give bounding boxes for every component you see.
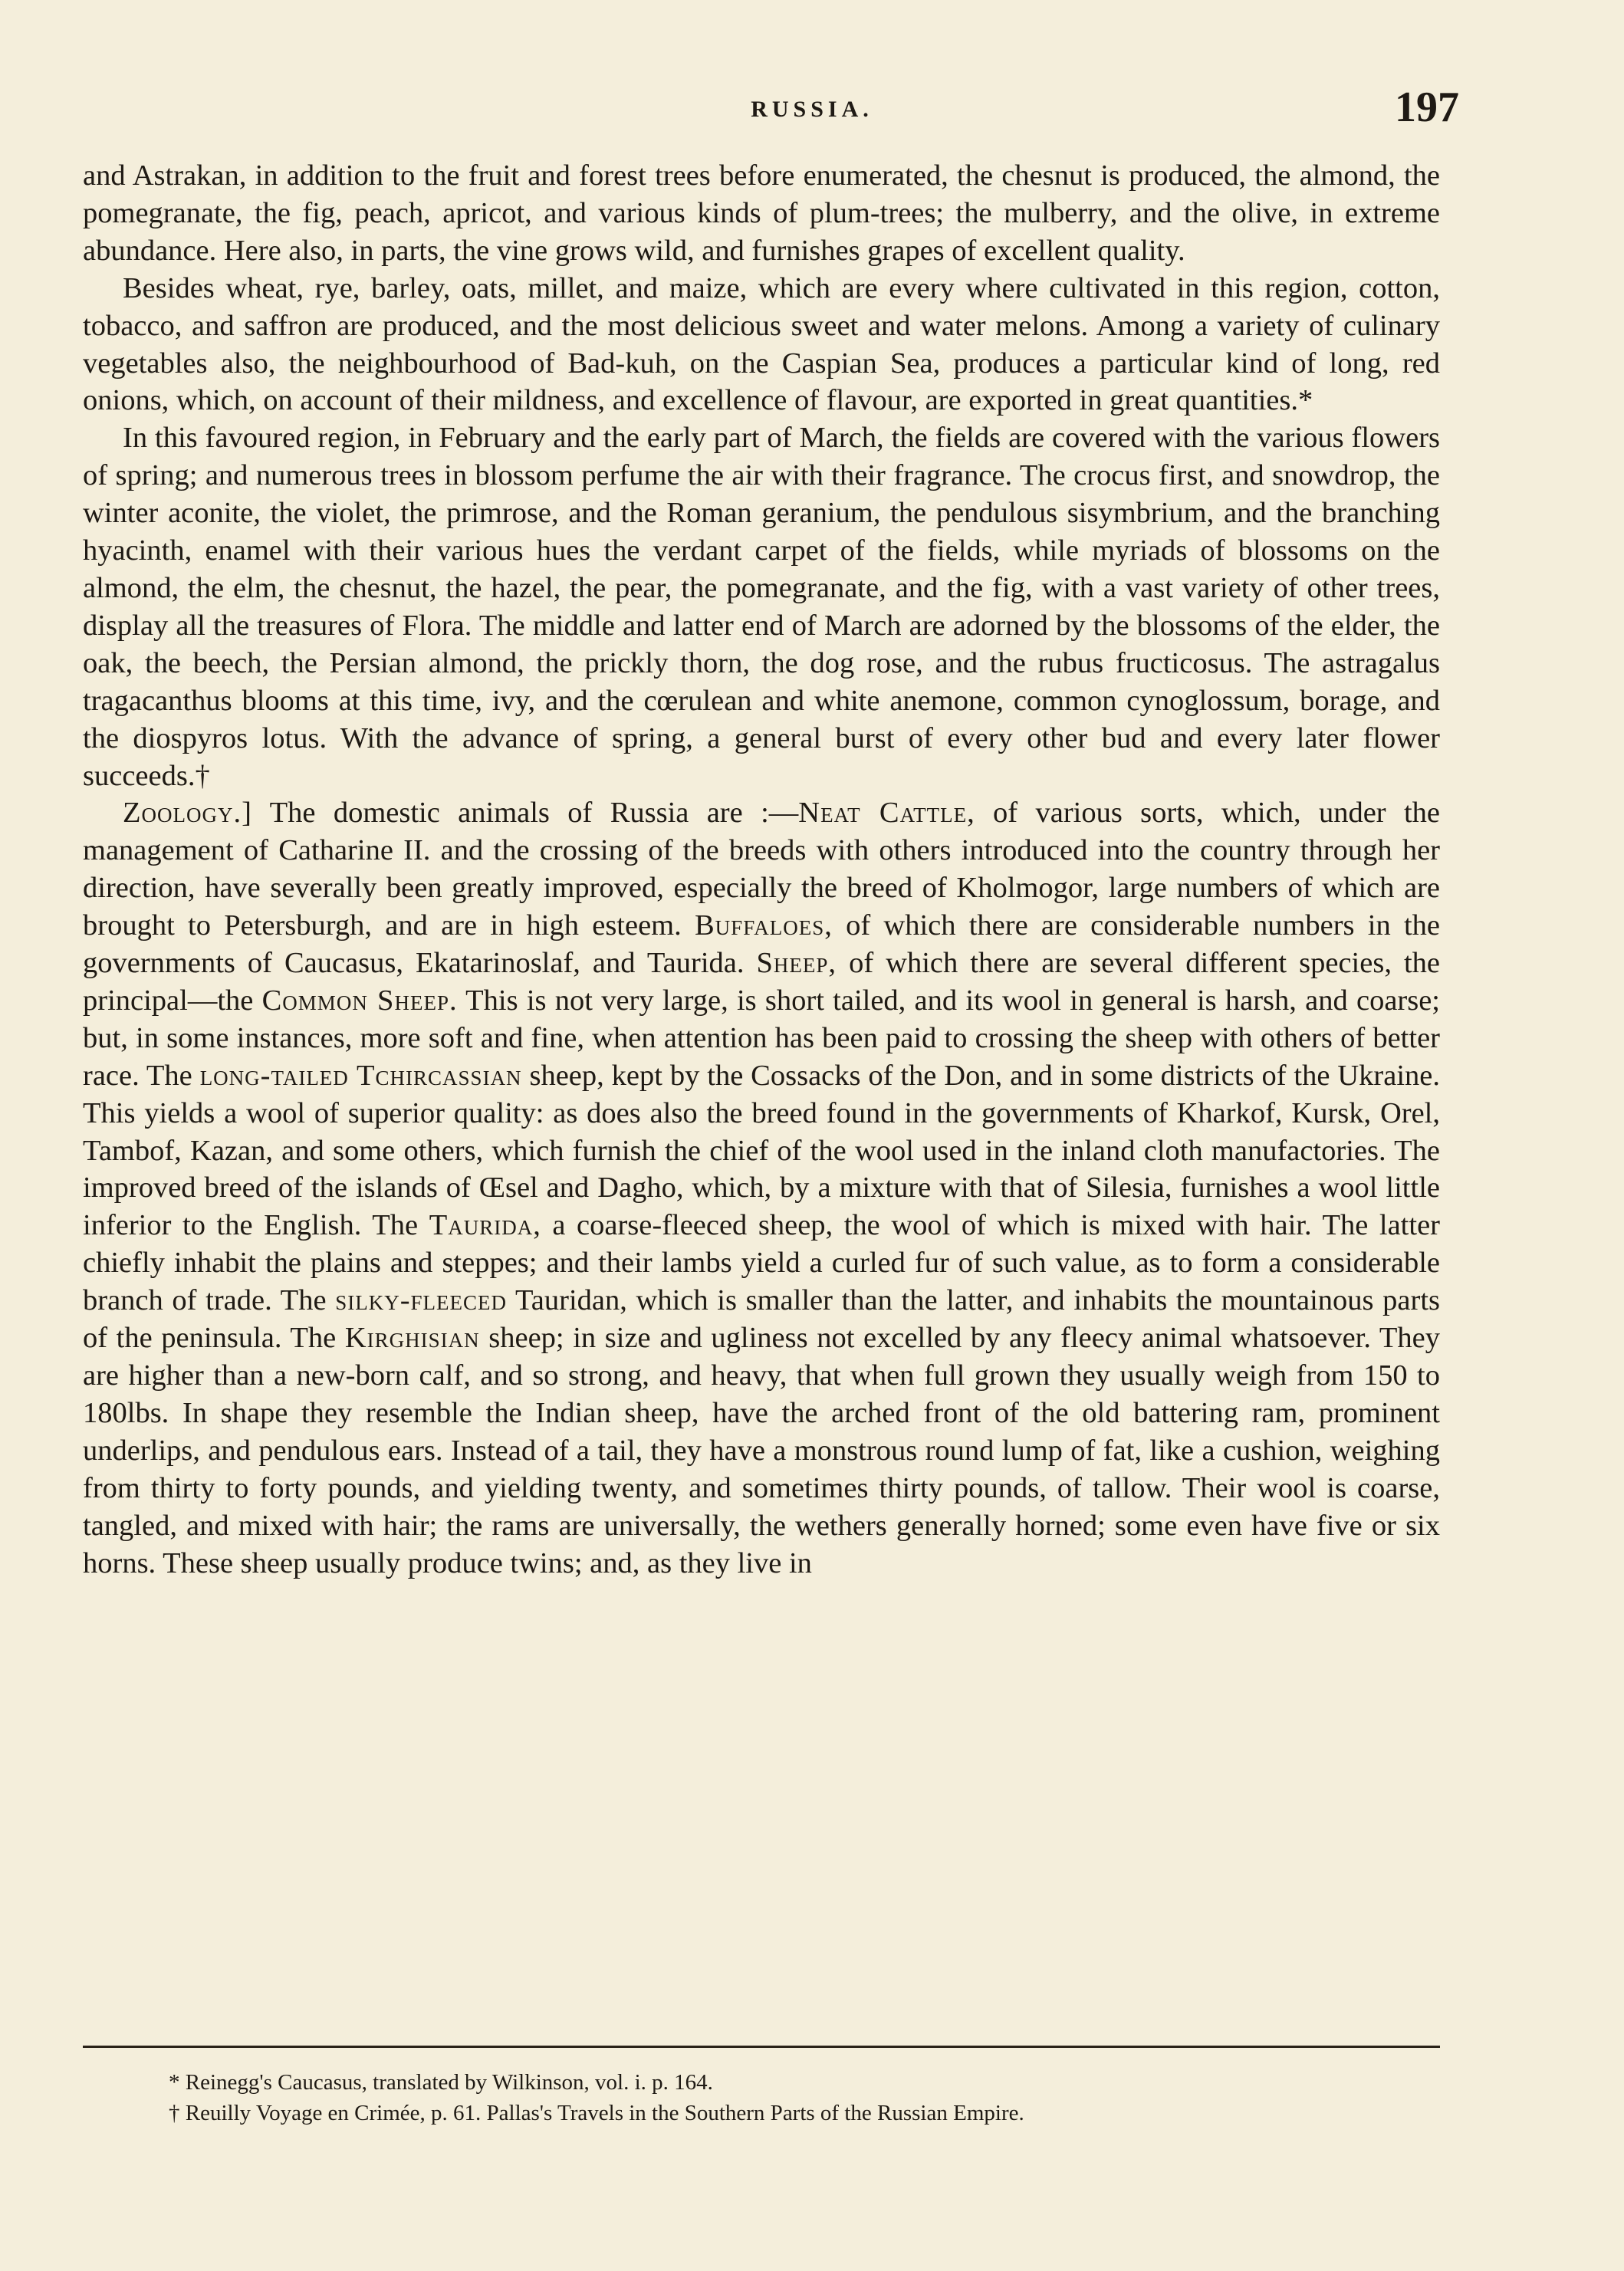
running-head <box>0 83 1624 129</box>
paragraph-1: and Astrakan, in addition to the fruit and forest trees before enumerated, the chesnut is produced, the almond, the pomegranate, the fig, peach, apricot, and various kinds of plum-trees; the mulberry, and the olive, in extreme abundance. Here also, in parts, the vine grows wild, and furnishes grapes of excellent quality. <box>83 159 1440 267</box>
page-number: 197 <box>1395 84 1459 131</box>
paragraph-4 <box>83 794 1440 1582</box>
term-taurida: Taurida, <box>429 1209 541 1242</box>
running-head-title: RUSSIA. <box>751 97 873 122</box>
term-buffaloes: Buffaloes, <box>695 909 833 942</box>
side-heading-zoology: Zoology.] <box>123 797 252 830</box>
text-run: This is not very large, is short tailed, and its wool in general is harsh, and coarse; but, in some instances, more soft and fine, when attention has been paid to crossing the sheep with others of better race. The <box>83 984 1440 1092</box>
term-sheep: Sheep, <box>756 947 837 980</box>
term-long-tailed: long-tailed Tchircassian <box>199 1059 522 1092</box>
term-neat-cattle: Neat Cattle, <box>798 797 975 830</box>
paragraph-3: In this favoured region, in February and the early part of March, the fields are covered with the various flowers of spring; and numerous trees in blossom perfume the air with their fragrance. The crocus first, and snowdrop, the winter aconite, the violet, the primrose, and the Roman geranium, the pendulous sisymbrium, and the branching hyacinth, enamel with their various hues the verdant carpet of the fields, while myriads of blossoms on the almond, the elm, the chesnut, the hazel, the pear, the pomegranate, and the fig, with a vast variety of other trees, display all the treasures of Flora. The middle and latter end of March are adorned by the blossoms of the elder, the oak, the beech, the Persian almond, the prickly thorn, the dog rose, and the rubus fructicosus. The astragalus tragacanthus blooms at this time, ivy, and the cœrulean and white anemone, common cynoglossum, borage, and the diospyros lotus. With the advance of spring, a general burst of every other bud and every later flower succeeds.† <box>83 422 1440 792</box>
term-kirghisian: Kirghisian <box>344 1322 480 1355</box>
footnote-2: † Reuilly Voyage en Crimée, p. 61. Pallas's Travels in the Southern Parts of the Russian Empire. <box>169 2101 1024 2125</box>
text-run: sheep; in size and ugliness not excelled by any fleecy animal whatsoever. They are higher than a new-born calf, and so strong, and heavy, that when full grown they usually weigh from 150 to 180lbs. In shape they resemble the Indian sheep, have the arched front of the old battering ram, prominent underlips, and pendulous ears. Instead of a tail, they have a monstrous round lump of fat, like a cushion, weighing from thirty to forty pounds, and yielding twenty, and sometimes thirty pounds, of tallow. Their wool is coarse, tangled, and mixed with hair; the rams are universally, the wethers generally horned; some even have five or six horns. These sheep usually produce twins; and, as they live in <box>83 1322 1440 1579</box>
text-run: sheep, kept by the Cossacks of the Don, and in some districts of the Ukraine. This yields a wool of superior quality: as does also the breed found in the governments of Kharkof, Kursk, Orel, Tambof, Kazan, and some others, which furnish the chief of the wool used in the inland cloth manufactories. The improved breed of the islands of Œsel and Dagho, which, by a mixture with that of Silesia, furnishes a wool little inferior to the English. The <box>83 1059 1440 1242</box>
text-run: The domestic animals of Russia are :— <box>251 797 799 830</box>
footnote-rule <box>83 2046 1440 2048</box>
text-run: of which there are several different species, the principal—the <box>83 947 1441 1017</box>
text-run: a coarse-fleeced sheep, the wool of which is mixed with hair. The latter chiefly inhabit the plains and steppes; and their lambs yield a curled fur of such value, as to form a considerable branch of trade. The <box>83 1209 1440 1317</box>
text-run: of various sorts, which, under the management of Catharine II. and the crossing of the breeds with others introduced into the country through her direction, have severally been greatly improved, especially the breed of Kholmogor, large numbers of which are brought to Petersburgh, and are in high esteem. <box>83 797 1440 942</box>
body-text <box>83 157 1440 1582</box>
text-run: Tauridan, which is smaller than the latter, and inhabits the mountainous parts of the peninsula. The <box>83 1284 1441 1355</box>
footnote-1: * Reinegg's Caucasus, translated by Wilkinson, vol. i. p. 164. <box>169 2070 713 2095</box>
term-common-sheep: Common Sheep. <box>261 984 458 1017</box>
term-silky-fleeced: silky-fleeced <box>335 1284 508 1317</box>
footnotes <box>169 2067 1396 2128</box>
paragraph-2: Besides wheat, rye, barley, oats, millet, and maize, which are every where cultivated in this region, cotton, tobacco, and saffron are produced, and the most delicious sweet and water melons. Among a variety of culinary vegetables also, the neighbourhood of Bad-kuh, on the Caspian Sea, produces a particular kind of long, red onions, which, on account of their mildness, and excellence of flavour, are exported in great quantities.* <box>83 271 1440 417</box>
text-run: of which there are considerable numbers in the governments of Caucasus, Ekatarinoslaf, and Taurida. <box>83 909 1441 980</box>
